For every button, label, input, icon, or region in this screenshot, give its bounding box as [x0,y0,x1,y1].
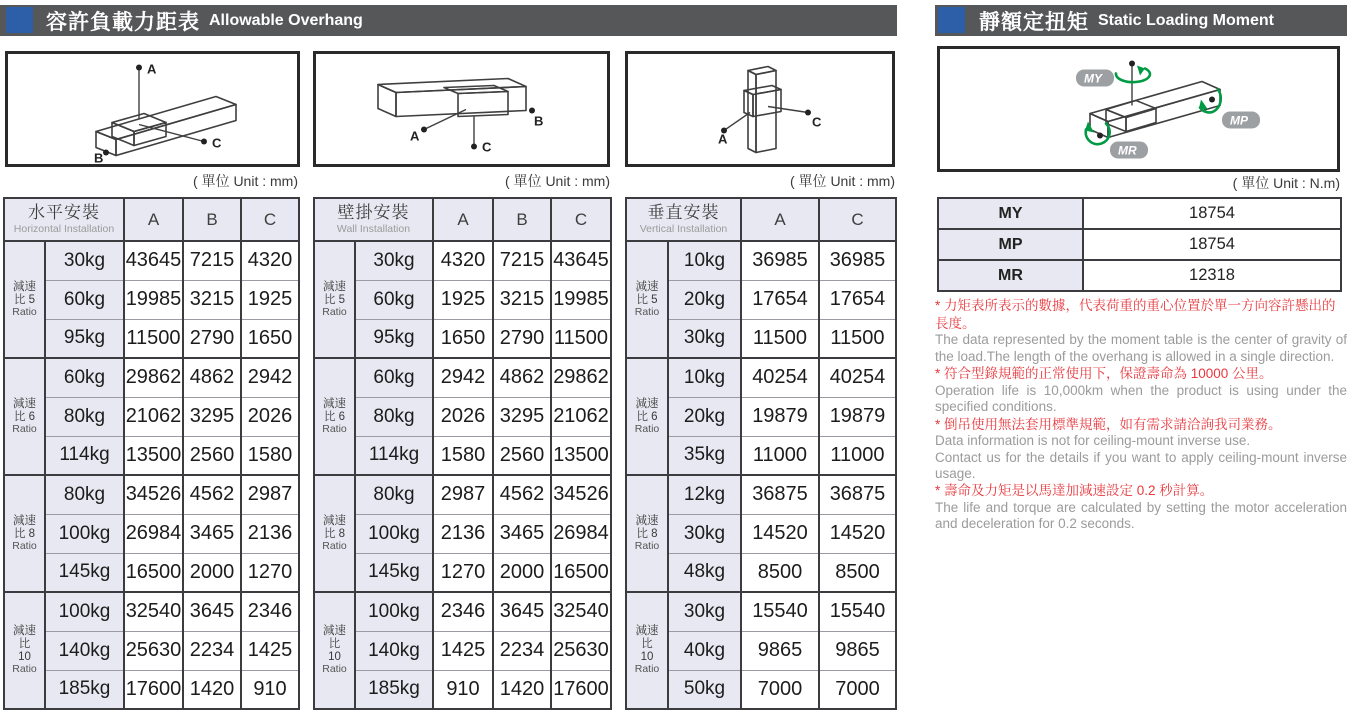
load-cell: 60kg [355,280,433,319]
overhang-value-cell: 3465 [493,514,551,553]
overhang-value-cell: 3465 [183,514,241,553]
overhang-value-cell: 2790 [493,319,551,358]
blue-accent-square [938,7,965,33]
moment-label-mp: MP [938,229,1083,260]
overhang-value-cell: 25630 [551,631,611,670]
table-row [314,397,611,436]
mp-label: MP [1230,113,1248,128]
load-cell: 30kg [668,592,741,631]
load-cell: 20kg [668,280,741,319]
table-row [314,631,611,670]
wall-installation-table [313,197,612,710]
overhang-value-cell: 3215 [493,280,551,319]
table-row [4,280,299,319]
overhang-value-cell: 16500 [551,553,611,592]
overhang-value-cell: 2000 [493,553,551,592]
overhang-value-cell: 40254 [819,358,896,397]
overhang-value-cell: 40254 [741,358,819,397]
horizontal-install-diagram [5,51,300,167]
moment-section-header [935,5,1347,36]
overhang-value-cell: 9865 [819,631,896,670]
column-header-b: B [493,198,551,241]
overhang-value-cell: 2560 [493,436,551,475]
overhang-value-cell: 3295 [493,397,551,436]
load-cell: 145kg [45,553,124,592]
overhang-value-cell: 2560 [183,436,241,475]
reduction-ratio-label: 減速 比 10 Ratio [626,592,668,709]
vertical-installation-table [625,197,897,710]
overhang-value-cell: 17654 [741,280,819,319]
overhang-value-cell: 7000 [741,670,819,709]
reduction-ratio-label: 減速 比 5 Ratio [314,241,355,358]
table-row [4,670,299,709]
overhang-value-cell: 11500 [551,319,611,358]
load-cell: 100kg [45,514,124,553]
overhang-value-cell: 910 [433,670,493,709]
table-row [626,241,896,280]
load-cell: 50kg [668,670,741,709]
load-cell: 30kg [355,241,433,280]
reduction-ratio-label: 減速 比 5 Ratio [626,241,668,358]
section-title-zh: 容許負載力距表 [46,10,200,34]
load-cell: 185kg [355,670,433,709]
overhang-value-cell: 2790 [183,319,241,358]
table-row [4,514,299,553]
table-row [626,475,896,514]
overhang-value-cell: 7215 [183,241,241,280]
load-cell: 35kg [668,436,741,475]
load-cell: 40kg [668,631,741,670]
load-cell: 100kg [355,592,433,631]
overhang-value-cell: 1925 [433,280,493,319]
table-row [314,241,611,280]
overhang-value-cell: 1425 [433,631,493,670]
mr-label: MR [1118,143,1137,158]
load-cell: 20kg [668,397,741,436]
load-cell: 140kg [355,631,433,670]
load-cell: 114kg [355,436,433,475]
vertical-install-illustration [628,54,892,164]
note-en: Operation life is 10,000km when the product is using under the specified conditions. [935,382,1347,415]
table-row [314,358,611,397]
load-cell: 80kg [45,475,124,514]
overhang-value-cell: 13500 [551,436,611,475]
unit-label-mm: ( 單位 Unit : mm) [505,173,610,189]
unit-label-mm: ( 單位 Unit : mm) [790,173,895,189]
point-label-b: B [94,150,104,164]
unit-label-nm: ( 單位 Unit : N.m) [1232,175,1340,191]
load-cell: 80kg [355,475,433,514]
overhang-value-cell: 2346 [241,592,299,631]
moment-diagram [937,46,1340,172]
overhang-value-cell: 11000 [741,436,819,475]
reduction-ratio-label: 減速 比 10 Ratio [4,592,45,709]
overhang-value-cell: 29862 [551,358,611,397]
reduction-ratio-label: 減速 比 10 Ratio [314,592,355,709]
table-row [938,198,1341,229]
overhang-value-cell: 21062 [551,397,611,436]
overhang-value-cell: 17600 [124,670,183,709]
horizontal-install-illustration [8,54,297,164]
vertical-install-diagram [625,51,895,167]
load-cell: 60kg [45,280,124,319]
point-label-c: C [482,139,492,155]
overhang-value-cell: 4562 [183,475,241,514]
table-row [626,592,896,631]
load-cell: 10kg [668,241,741,280]
table-row [4,631,299,670]
table-row [4,436,299,475]
overhang-value-cell: 19879 [741,397,819,436]
table-row [4,475,299,514]
overhang-value-cell: 43645 [551,241,611,280]
moment-label-mr: MR [938,260,1083,291]
point-label-a: A [147,61,157,77]
moment-value-mr: 12318 [1083,260,1341,291]
overhang-value-cell: 1420 [493,670,551,709]
overhang-value-cell: 910 [241,670,299,709]
section-title-en: Static Loading Moment [1098,11,1274,29]
overhang-value-cell: 7000 [819,670,896,709]
table-row [4,553,299,592]
table-row [314,553,611,592]
overhang-value-cell: 21062 [124,397,183,436]
reduction-ratio-label: 減速 比 6 Ratio [314,358,355,475]
overhang-value-cell: 4320 [433,241,493,280]
overhang-value-cell: 4562 [493,475,551,514]
overhang-value-cell: 1270 [241,553,299,592]
overhang-value-cell: 2000 [183,553,241,592]
reduction-ratio-label: 減速 比 8 Ratio [626,475,668,592]
overhang-value-cell: 8500 [741,553,819,592]
overhang-value-cell: 2234 [493,631,551,670]
overhang-value-cell: 36875 [741,475,819,514]
overhang-value-cell: 2136 [241,514,299,553]
overhang-value-cell: 4862 [183,358,241,397]
load-cell: 80kg [45,397,124,436]
overhang-value-cell: 2987 [433,475,493,514]
table-row [4,592,299,631]
overhang-value-cell: 2026 [433,397,493,436]
section-title-zh: 靜額定扭矩 [979,10,1089,34]
overhang-value-cell: 2234 [183,631,241,670]
overhang-value-cell: 16500 [124,553,183,592]
overhang-value-cell: 17654 [819,280,896,319]
overhang-value-cell: 11500 [124,319,183,358]
overhang-value-cell: 2346 [433,592,493,631]
overhang-value-cell: 34526 [551,475,611,514]
overhang-value-cell: 3295 [183,397,241,436]
note-en: Data information is not for ceiling-mount inverse use. Contact us for the details if you want to apply ceiling-mount inverse usage. [935,433,1347,481]
reduction-ratio-label: 減速 比 5 Ratio [4,241,45,358]
column-header-c: C [551,198,611,241]
overhang-value-cell: 19879 [819,397,896,436]
static-loading-moment-table [937,197,1342,292]
horizontal-installation-table [3,197,300,710]
point-label-c: C [212,135,222,151]
overhang-value-cell: 36985 [741,241,819,280]
overhang-value-cell: 1580 [241,436,299,475]
table-row [938,260,1341,291]
load-cell: 10kg [668,358,741,397]
load-cell: 30kg [668,514,741,553]
table-row [4,241,299,280]
table-row [4,358,299,397]
note-en: The life and torque are calculated by setting the motor acceleration and deceleration for 0.2 seconds. [935,500,1347,532]
overhang-value-cell: 1425 [241,631,299,670]
overhang-value-cell: 25630 [124,631,183,670]
section-title-en: Allowable Overhang [209,11,363,29]
overhang-value-cell: 2942 [241,358,299,397]
overhang-value-cell: 1580 [433,436,493,475]
note-en: The data represented by the moment table is the center of gravity of the load.The length of the overhang is allowed in a single direction. [935,332,1347,364]
table-row [314,592,611,631]
overhang-value-cell: 1925 [241,280,299,319]
load-cell: 114kg [45,436,124,475]
footnotes [935,297,1347,533]
overhang-value-cell: 2987 [241,475,299,514]
overhang-value-cell: 36985 [819,241,896,280]
overhang-value-cell: 2942 [433,358,493,397]
overhang-value-cell: 34526 [124,475,183,514]
table-row [938,229,1341,260]
column-header-a: A [124,198,183,241]
load-cell: 145kg [355,553,433,592]
overhang-value-cell: 29862 [124,358,183,397]
table-title: 壁掛安裝 Wall Installation [314,198,433,241]
column-header-a: A [741,198,819,241]
column-header-a: A [433,198,493,241]
overhang-value-cell: 3215 [183,280,241,319]
overhang-value-cell: 7215 [493,241,551,280]
overhang-value-cell: 11500 [741,319,819,358]
table-row [314,514,611,553]
table-row [314,436,611,475]
reduction-ratio-label: 減速 比 6 Ratio [626,358,668,475]
overhang-value-cell: 32540 [124,592,183,631]
column-header-b: B [183,198,241,241]
overhang-value-cell: 2136 [433,514,493,553]
overhang-value-cell: 36875 [819,475,896,514]
overhang-value-cell: 13500 [124,436,183,475]
table-row [314,670,611,709]
overhang-value-cell: 1650 [433,319,493,358]
overhang-value-cell: 8500 [819,553,896,592]
overhang-value-cell: 9865 [741,631,819,670]
note-zh: * 符合型錄規範的正常使用下，保證壽命為 10000 公里。 [935,366,1273,382]
load-cell: 60kg [355,358,433,397]
note-zh: * 倒吊使用無法套用標準規範，如有需求請洽詢我司業務。 [935,416,1282,432]
overhang-value-cell: 2026 [241,397,299,436]
point-label-a: A [410,128,420,144]
load-cell: 100kg [45,592,124,631]
load-cell: 30kg [668,319,741,358]
my-label: MY [1084,71,1102,86]
moment-value-my: 18754 [1083,198,1341,229]
overhang-value-cell: 32540 [551,592,611,631]
moment-label-my: MY [938,198,1083,229]
overhang-value-cell: 14520 [741,514,819,553]
overhang-value-cell: 26984 [551,514,611,553]
moment-value-mp: 18754 [1083,229,1341,260]
moment-illustration [940,49,1337,169]
note-zh: * 力矩表所表示的數據，代表荷重的重心位置於單一方向容許懸出的長度。 [935,298,1336,331]
unit-label-mm: ( 單位 Unit : mm) [193,173,298,189]
overhang-value-cell: 4862 [493,358,551,397]
table-title: 垂直安裝 Vertical Installation [626,198,741,241]
table-row [314,475,611,514]
load-cell: 140kg [45,631,124,670]
table-row [4,397,299,436]
wall-install-diagram [313,51,610,167]
overhang-value-cell: 26984 [124,514,183,553]
point-label-a: A [718,131,728,147]
overhang-value-cell: 14520 [819,514,896,553]
overhang-value-cell: 4320 [241,241,299,280]
blue-accent-square [6,7,33,33]
table-title: 水平安裝 Horizontal Installation [4,198,124,241]
overhang-value-cell: 15540 [741,592,819,631]
load-cell: 185kg [45,670,124,709]
load-cell: 80kg [355,397,433,436]
overhang-value-cell: 1650 [241,319,299,358]
overhang-section-header [0,5,897,36]
overhang-value-cell: 19985 [124,280,183,319]
overhang-value-cell: 43645 [124,241,183,280]
point-label-c: C [812,114,822,130]
overhang-value-cell: 19985 [551,280,611,319]
table-row [314,319,611,358]
load-cell: 95kg [355,319,433,358]
load-cell: 30kg [45,241,124,280]
reduction-ratio-label: 減速 比 6 Ratio [4,358,45,475]
overhang-value-cell: 1270 [433,553,493,592]
load-cell: 100kg [355,514,433,553]
column-header-c: C [241,198,299,241]
column-header-c: C [819,198,896,241]
point-label-b: B [534,113,544,129]
overhang-value-cell: 11000 [819,436,896,475]
reduction-ratio-label: 減速 比 8 Ratio [314,475,355,592]
load-cell: 48kg [668,553,741,592]
overhang-value-cell: 15540 [819,592,896,631]
load-cell: 95kg [45,319,124,358]
overhang-value-cell: 1420 [183,670,241,709]
overhang-value-cell: 17600 [551,670,611,709]
overhang-value-cell: 3645 [493,592,551,631]
note-zh: * 壽命及力矩是以馬達加減速設定 0.2 秒計算。 [935,483,1214,499]
table-row [626,358,896,397]
overhang-value-cell: 11500 [819,319,896,358]
overhang-value-cell: 3645 [183,592,241,631]
load-cell: 12kg [668,475,741,514]
load-cell: 60kg [45,358,124,397]
table-row [314,280,611,319]
wall-install-illustration [316,54,607,164]
table-row [4,319,299,358]
reduction-ratio-label: 減速 比 8 Ratio [4,475,45,592]
